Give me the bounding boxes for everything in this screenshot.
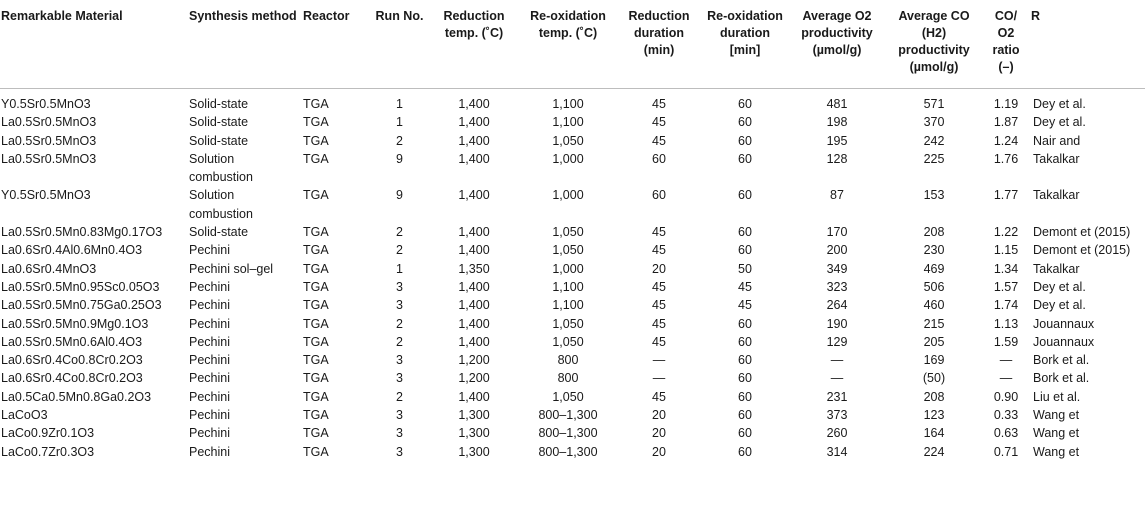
cell-reoxidation-duration: 60 [738,334,752,349]
table-header [0,0,1145,89]
cell-reoxidation-duration: 60 [738,408,752,423]
cell-reoxidation-temp: 1,100 [552,298,584,313]
cell-reoxidation-temp: 1,050 [552,389,584,404]
cell-co-productivity: 208 [923,225,945,240]
cell-reduction-temp: 1,400 [458,225,490,240]
cell-synthesis-method: Solution combustion [189,151,253,185]
cell-material: LaCo0.9Zr0.1O3 [1,426,95,441]
cell-synthesis-method: Solid-state [189,225,249,240]
cell-reoxidation-duration: 60 [738,151,752,166]
cell-co-o2-ratio: 1.15 [993,243,1019,258]
cell-o2-productivity: 231 [826,389,848,404]
cell-reoxidation-duration: 60 [738,444,752,459]
table-row [0,241,1145,259]
table-row [0,443,1145,461]
table-body [0,89,1145,461]
cell-reoxidation-duration: 45 [738,298,752,313]
cell-reactor: TGA [303,97,329,111]
table-row [0,260,1145,278]
cell-co-o2-ratio: 1.19 [993,97,1019,111]
cell-reduction-temp: 1,400 [458,298,490,313]
cell-reoxidation-duration: 60 [738,353,752,368]
cell-co-o2-ratio: 1.77 [993,188,1019,203]
cell-reduction-duration: 20 [652,261,666,276]
cell-reference: Bork et al. [1033,353,1090,368]
cell-reoxidation-temp: 800 [557,353,579,368]
cell-material: La0.6Sr0.4Al0.6Mn0.4O3 [1,243,143,258]
cell-reactor: TGA [303,426,329,441]
cell-synthesis-method: Solid-state [189,97,249,111]
cell-synthesis-method: Pechini [189,389,230,404]
cell-o2-productivity: 200 [826,243,848,258]
cell-synthesis-method: Pechini [189,444,230,459]
cell-o2-productivity: 128 [826,151,848,166]
header-reactor: Reactor [302,0,371,89]
cell-co-productivity: 164 [923,426,945,441]
cell-co-productivity: 169 [923,353,945,368]
cell-reduction-temp: 1,400 [458,133,490,148]
cell-run-no: 3 [396,279,403,294]
cell-co-o2-ratio: 1.57 [993,279,1019,294]
cell-o2-productivity: 195 [826,133,848,148]
cell-reduction-temp: 1,200 [458,353,490,368]
cell-reactor: TGA [303,316,329,331]
cell-run-no: 3 [396,371,403,386]
cell-reoxidation-temp: 800–1,300 [538,408,598,423]
cell-reference: Jouannaux [1033,334,1095,349]
cell-run-no: 2 [396,133,403,148]
cell-reduction-duration: 20 [652,444,666,459]
cell-reduction-temp: 1,400 [458,151,490,166]
cell-reoxidation-duration: 60 [738,97,752,111]
cell-reduction-duration: 45 [652,279,666,294]
cell-reduction-duration: 45 [652,389,666,404]
cell-synthesis-method: Pechini [189,408,230,423]
cell-co-productivity: 205 [923,334,945,349]
cell-material: La0.5Sr0.5MnO3 [1,151,97,166]
cell-o2-productivity: — [830,353,844,368]
cell-reoxidation-temp: 1,050 [552,243,584,258]
header-co-productivity: Average CO (H2) productivity (µmol/g) [886,0,982,89]
cell-reoxidation-duration: 60 [738,133,752,148]
cell-reference: Dey et al. [1033,298,1086,313]
cell-reoxidation-duration: 60 [738,426,752,441]
cell-reduction-temp: 1,400 [458,389,490,404]
cell-synthesis-method: Pechini sol–gel [189,261,274,276]
cell-o2-productivity: 190 [826,316,848,331]
cell-reference: Dey et al. [1033,97,1086,111]
cell-synthesis-method: Pechini [189,371,230,386]
cell-co-productivity: 469 [923,261,945,276]
header-run-no: Run No. [371,0,428,89]
table-row [0,424,1145,442]
cell-run-no: 3 [396,444,403,459]
cell-run-no: 2 [396,225,403,240]
cell-reoxidation-duration: 45 [738,279,752,294]
cell-reoxidation-duration: 60 [738,389,752,404]
cell-material: La0.5Sr0.5Mn0.6Al0.4O3 [1,334,143,349]
cell-reduction-duration: 45 [652,133,666,148]
cell-reference: Takalkar [1033,261,1080,276]
cell-reduction-temp: 1,400 [458,115,490,130]
table-row [0,150,1145,187]
cell-reference: Dey et al. [1033,115,1086,130]
cell-material: La0.5Sr0.5Mn0.75Ga0.25O3 [1,298,162,313]
cell-reduction-duration: 60 [652,188,666,203]
cell-reactor: TGA [303,151,329,166]
cell-reoxidation-temp: 1,100 [552,97,584,111]
cell-reduction-duration: 60 [652,151,666,166]
cell-reactor: TGA [303,389,329,404]
cell-reduction-temp: 1,400 [458,97,490,111]
cell-material: La0.6Sr0.4Co0.8Cr0.2O3 [1,371,143,386]
cell-run-no: 2 [396,334,403,349]
cell-material: Y0.5Sr0.5MnO3 [1,188,91,203]
cell-reoxidation-duration: 60 [738,316,752,331]
header-synthesis-method: Synthesis method [188,0,302,89]
cell-reoxidation-temp: 1,100 [552,279,584,294]
table-row [0,113,1145,131]
cell-o2-productivity: 264 [826,298,848,313]
cell-reoxidation-temp: 1,050 [552,316,584,331]
cell-reoxidation-duration: 60 [738,371,752,386]
cell-reoxidation-temp: 1,050 [552,225,584,240]
cell-synthesis-method: Solid-state [189,115,249,130]
table-row [0,369,1145,387]
cell-o2-productivity: 198 [826,115,848,130]
cell-reduction-duration: — [652,371,666,386]
cell-reactor: TGA [303,225,329,240]
cell-reoxidation-temp: 800–1,300 [538,444,598,459]
cell-co-o2-ratio: 1.24 [993,133,1019,148]
cell-co-o2-ratio: 1.76 [993,151,1019,166]
cell-co-o2-ratio: 1.59 [993,334,1019,349]
cell-co-o2-ratio: 0.63 [993,426,1019,441]
cell-reference: Dey et al. [1033,279,1086,294]
cell-reoxidation-temp: 800–1,300 [538,426,598,441]
cell-material: La0.5Sr0.5Mn0.83Mg0.17O3 [1,225,163,240]
cell-reduction-duration: 20 [652,408,666,423]
cell-reactor: TGA [303,334,329,349]
cell-co-productivity: (50) [922,371,946,386]
cell-co-productivity: 215 [923,316,945,331]
cell-reference: Wang et [1033,408,1080,423]
cell-reoxidation-temp: 1,000 [552,261,584,276]
cell-reduction-duration: 45 [652,334,666,349]
header-reduction-temp: Reduction temp. (˚C) [428,0,520,89]
cell-reoxidation-temp: 1,000 [552,151,584,166]
cell-reduction-duration: 45 [652,225,666,240]
cell-reactor: TGA [303,279,329,294]
cell-reoxidation-duration: 60 [738,188,752,203]
cell-co-o2-ratio: — [999,353,1013,368]
cell-reoxidation-duration: 60 [738,115,752,130]
cell-reference: Bork et al. [1033,371,1090,386]
cell-reactor: TGA [303,298,329,313]
cell-co-o2-ratio: 1.22 [993,225,1019,240]
header-row [0,0,1145,89]
table-row [0,296,1145,314]
cell-material: La0.5Sr0.5Mn0.95Sc0.05O3 [1,279,160,294]
cell-o2-productivity: 349 [826,261,848,276]
cell-reference: Takalkar [1033,151,1080,166]
cell-run-no: 1 [396,261,403,276]
cell-reactor: TGA [303,261,329,276]
header-co-o2-ratio: CO/ O2 ratio (–) [982,0,1030,89]
header-reoxidation-duration: Re-oxidation duration [min] [702,0,788,89]
cell-synthesis-method: Pechini [189,298,230,313]
cell-o2-productivity: 481 [826,97,848,111]
cell-reoxidation-temp: 1,050 [552,334,584,349]
cell-co-productivity: 208 [923,389,945,404]
cell-reoxidation-duration: 60 [738,225,752,240]
cell-reference: Demont et (2015) [1033,243,1131,258]
cell-reactor: TGA [303,408,329,423]
cell-reference: Liu et al. [1033,389,1081,404]
cell-o2-productivity: 314 [826,444,848,459]
table-row [0,333,1145,351]
cell-reference: Jouannaux [1033,316,1095,331]
cell-reference: Nair and [1033,133,1081,148]
cell-material: La0.5Sr0.5MnO3 [1,115,97,130]
cell-o2-productivity: — [830,371,844,386]
cell-material: La0.5Sr0.5Mn0.9Mg0.1O3 [1,316,149,331]
cell-reactor: TGA [303,371,329,386]
table-row [0,351,1145,369]
header-reoxidation-temp: Re-oxidation temp. (˚C) [520,0,616,89]
cell-synthesis-method: Pechini [189,279,230,294]
cell-reference: Wang et [1033,426,1080,441]
cell-run-no: 1 [396,97,403,111]
cell-reference: Wang et [1033,444,1080,459]
cell-o2-productivity: 87 [830,188,844,203]
cell-run-no: 9 [396,151,403,166]
cell-reactor: TGA [303,444,329,459]
table-row [0,132,1145,150]
table-row [0,315,1145,333]
cell-co-productivity: 370 [923,115,945,130]
cell-reoxidation-duration: 60 [738,243,752,258]
cell-reduction-temp: 1,400 [458,316,490,331]
table-row [0,223,1145,241]
cell-reduction-duration: 45 [652,115,666,130]
cell-reference: Demont et (2015) [1033,225,1131,240]
cell-o2-productivity: 129 [826,334,848,349]
cell-reduction-duration: 45 [652,298,666,313]
header-material: Remarkable Material [0,0,188,89]
cell-reference: Takalkar [1033,188,1080,203]
table-row [0,388,1145,406]
cell-run-no: 3 [396,298,403,313]
cell-reduction-duration: 45 [652,316,666,331]
table-row [0,186,1145,223]
cell-co-o2-ratio: 0.90 [993,389,1019,404]
cell-synthesis-method: Solution combustion [189,188,253,221]
cell-co-productivity: 571 [923,97,945,111]
cell-run-no: 3 [396,426,403,441]
cell-reduction-temp: 1,200 [458,371,490,386]
cell-synthesis-method: Pechini [189,334,230,349]
cell-co-o2-ratio: 1.34 [993,261,1019,276]
table-row [0,89,1145,114]
cell-co-productivity: 506 [923,279,945,294]
table-row [0,406,1145,424]
cell-co-o2-ratio: 1.87 [993,115,1019,130]
cell-o2-productivity: 260 [826,426,848,441]
cell-reactor: TGA [303,133,329,148]
cell-reactor: TGA [303,243,329,258]
cell-co-productivity: 224 [923,444,945,459]
cell-run-no: 3 [396,408,403,423]
cell-reoxidation-temp: 1,050 [552,133,584,148]
cell-material: La0.5Sr0.5MnO3 [1,133,97,148]
cell-material: LaCoO3 [1,408,48,423]
cell-run-no: 2 [396,389,403,404]
cell-run-no: 1 [396,115,403,130]
cell-reduction-temp: 1,400 [458,334,490,349]
cell-material: La0.5Ca0.5Mn0.8Ga0.2O3 [1,389,152,404]
header-reference: R [1030,0,1145,89]
header-o2-productivity: Average O2 productivity (µmol/g) [788,0,886,89]
cell-synthesis-method: Pechini [189,426,230,441]
cell-synthesis-method: Pechini [189,316,230,331]
cell-material: La0.6Sr0.4MnO3 [1,261,97,276]
cell-co-productivity: 153 [923,188,945,203]
cell-material: LaCo0.7Zr0.3O3 [1,444,95,459]
cell-run-no: 3 [396,353,403,368]
cell-reactor: TGA [303,188,329,203]
header-reduction-duration: Reduction duration (min) [616,0,702,89]
cell-run-no: 9 [396,188,403,203]
cell-o2-productivity: 373 [826,408,848,423]
cell-co-o2-ratio: 1.13 [993,316,1019,331]
cell-reoxidation-temp: 1,100 [552,115,584,130]
cell-reduction-temp: 1,400 [458,188,490,203]
cell-reduction-temp: 1,300 [458,426,490,441]
cell-reduction-duration: — [652,353,666,368]
table-row [0,278,1145,296]
cell-reduction-duration: 20 [652,426,666,441]
cell-reduction-temp: 1,300 [458,408,490,423]
cell-reactor: TGA [303,353,329,368]
cell-co-o2-ratio: 0.71 [993,444,1019,459]
cell-co-o2-ratio: 0.33 [993,408,1019,423]
cell-reduction-temp: 1,400 [458,279,490,294]
cell-reoxidation-temp: 800 [557,371,579,386]
cell-material: La0.6Sr0.4Co0.8Cr0.2O3 [1,353,143,368]
cell-run-no: 2 [396,316,403,331]
cell-reduction-duration: 45 [652,243,666,258]
cell-reduction-duration: 45 [652,97,666,111]
cell-co-productivity: 230 [923,243,945,258]
cell-synthesis-method: Solid-state [189,133,249,148]
cell-synthesis-method: Pechini [189,243,230,258]
cell-co-o2-ratio: 1.74 [993,298,1019,313]
cell-co-productivity: 242 [923,133,945,148]
cell-reduction-temp: 1,300 [458,444,490,459]
cell-o2-productivity: 323 [826,279,848,294]
cell-reactor: TGA [303,115,329,130]
cell-synthesis-method: Pechini [189,353,230,368]
cell-reduction-temp: 1,400 [458,243,490,258]
cell-reoxidation-temp: 1,000 [552,188,584,203]
cell-reduction-temp: 1,350 [458,261,490,276]
cell-co-productivity: 225 [923,151,945,166]
cell-co-productivity: 123 [923,408,945,423]
cell-co-productivity: 460 [923,298,945,313]
cell-reoxidation-duration: 50 [738,261,752,276]
cell-material: Y0.5Sr0.5MnO3 [1,97,91,111]
cell-co-o2-ratio: — [999,371,1013,386]
cell-run-no: 2 [396,243,403,258]
cell-o2-productivity: 170 [826,225,848,240]
